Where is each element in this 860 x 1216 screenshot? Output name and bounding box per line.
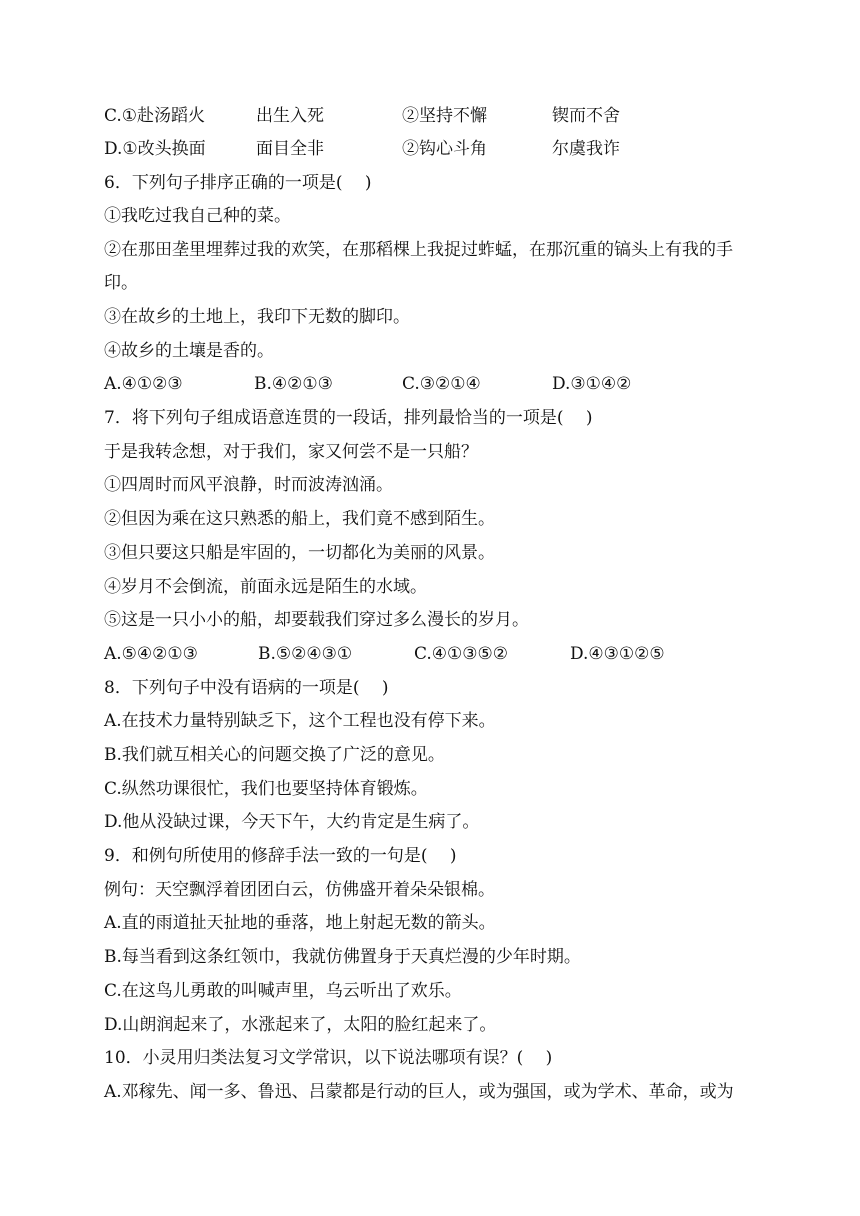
q6-option-a: A.④①②③ [104,374,183,394]
q7-sentence-2: ②但因为乘在这只熟悉的船上，我们竟不感到陌生。 [104,509,495,529]
option-d-idiom-4: 尔虞我诈 [552,139,620,159]
q10-option-a: A.邓稼先、闻一多、鲁迅、吕蒙都是行动的巨人，或为强国，或为学术、革命，或为 [104,1082,734,1102]
option-c-idiom-4: 锲而不舍 [552,106,620,126]
q6-sentence-2b: 印。 [104,273,138,293]
q10-stem: 10．小灵用归类法复习文学常识，以下说法哪项有误？( ) [104,1048,553,1068]
q6-stem: 6．下列句子排序正确的一项是( ) [104,173,372,193]
q9-option-a: A.直的雨道扯天扯地的垂落，地上射起无数的箭头。 [104,913,496,933]
q7-sentence-5: ⑤这是一只小小的船，却要载我们穿过多么漫长的岁月。 [104,610,529,630]
q7-sentence-3: ③但只要这只船是牢固的，一切都化为美丽的风景。 [104,543,495,563]
q7-option-a: A.⑤④②①③ [104,644,198,664]
q9-option-b: B.每当看到这条红领巾，我就仿佛置身于天真烂漫的少年时期。 [104,947,581,967]
q7-option-d: D.④③①②⑤ [570,644,665,664]
q8-stem: 8．下列句子中没有语病的一项是( ) [104,678,389,698]
q7-sentence-4: ④岁月不会倒流，前面永远是陌生的水域。 [104,577,427,597]
q6-option-c: C.③②①④ [402,374,481,394]
option-c-label: C.①赴汤蹈火 [104,106,206,126]
q9-example: 例句：天空飘浮着团团白云，仿佛盛开着朵朵银棉。 [104,880,495,900]
option-c-idiom-3: ②坚持不懈 [402,106,487,126]
q8-option-c: C.纵然功课很忙，我们也要坚持体育锻炼。 [104,779,428,799]
q6-option-b: B.④②①③ [254,374,333,394]
q6-sentence-1: ①我吃过我自己种的菜。 [104,206,291,226]
q6-sentence-4: ④故乡的土壤是香的。 [104,341,274,361]
option-d-idiom-2: 面目全非 [256,139,324,159]
q8-option-a: A.在技术力量特别缺乏下，这个工程也没有停下来。 [104,711,496,731]
q9-option-c: C.在这鸟儿勇敢的叫喊声里，乌云听出了欢乐。 [104,981,462,1001]
option-d-label: D.①改头换面 [104,139,206,159]
q8-option-b: B.我们就互相关心的问题交换了广泛的意见。 [104,745,445,765]
option-c-idiom-2: 出生入死 [256,106,324,126]
q8-option-d: D.他从没缺过课，今天下午，大约肯定是生病了。 [104,812,480,832]
q9-stem: 9．和例句所使用的修辞手法一致的一句是( ) [104,846,457,866]
q7-stem: 7．将下列句子组成语意连贯的一段话，排列最恰当的一项是( ) [104,408,593,428]
q7-option-b: B.⑤②④③① [258,644,353,664]
q6-option-d: D.③①④② [552,374,632,394]
q9-option-d: D.山朗润起来了，水涨起来了，太阳的脸红起来了。 [104,1015,497,1035]
q6-sentence-3: ③在故乡的土地上，我印下无数的脚印。 [104,307,410,327]
option-d-idiom-3: ②钩心斗角 [402,139,487,159]
q6-sentence-2a: ②在那田垄里埋葬过我的欢笑，在那稻棵上我捉过蚱蜢，在那沉重的镐头上有我的手 [104,240,733,260]
q7-sentence-1: ①四周时而风平浪静，时而波涛汹涌。 [104,475,393,495]
q7-option-c: C.④①③⑤② [414,644,509,664]
q7-lead: 于是我转念想，对于我们，家又何尝不是一只船？ [104,442,478,462]
